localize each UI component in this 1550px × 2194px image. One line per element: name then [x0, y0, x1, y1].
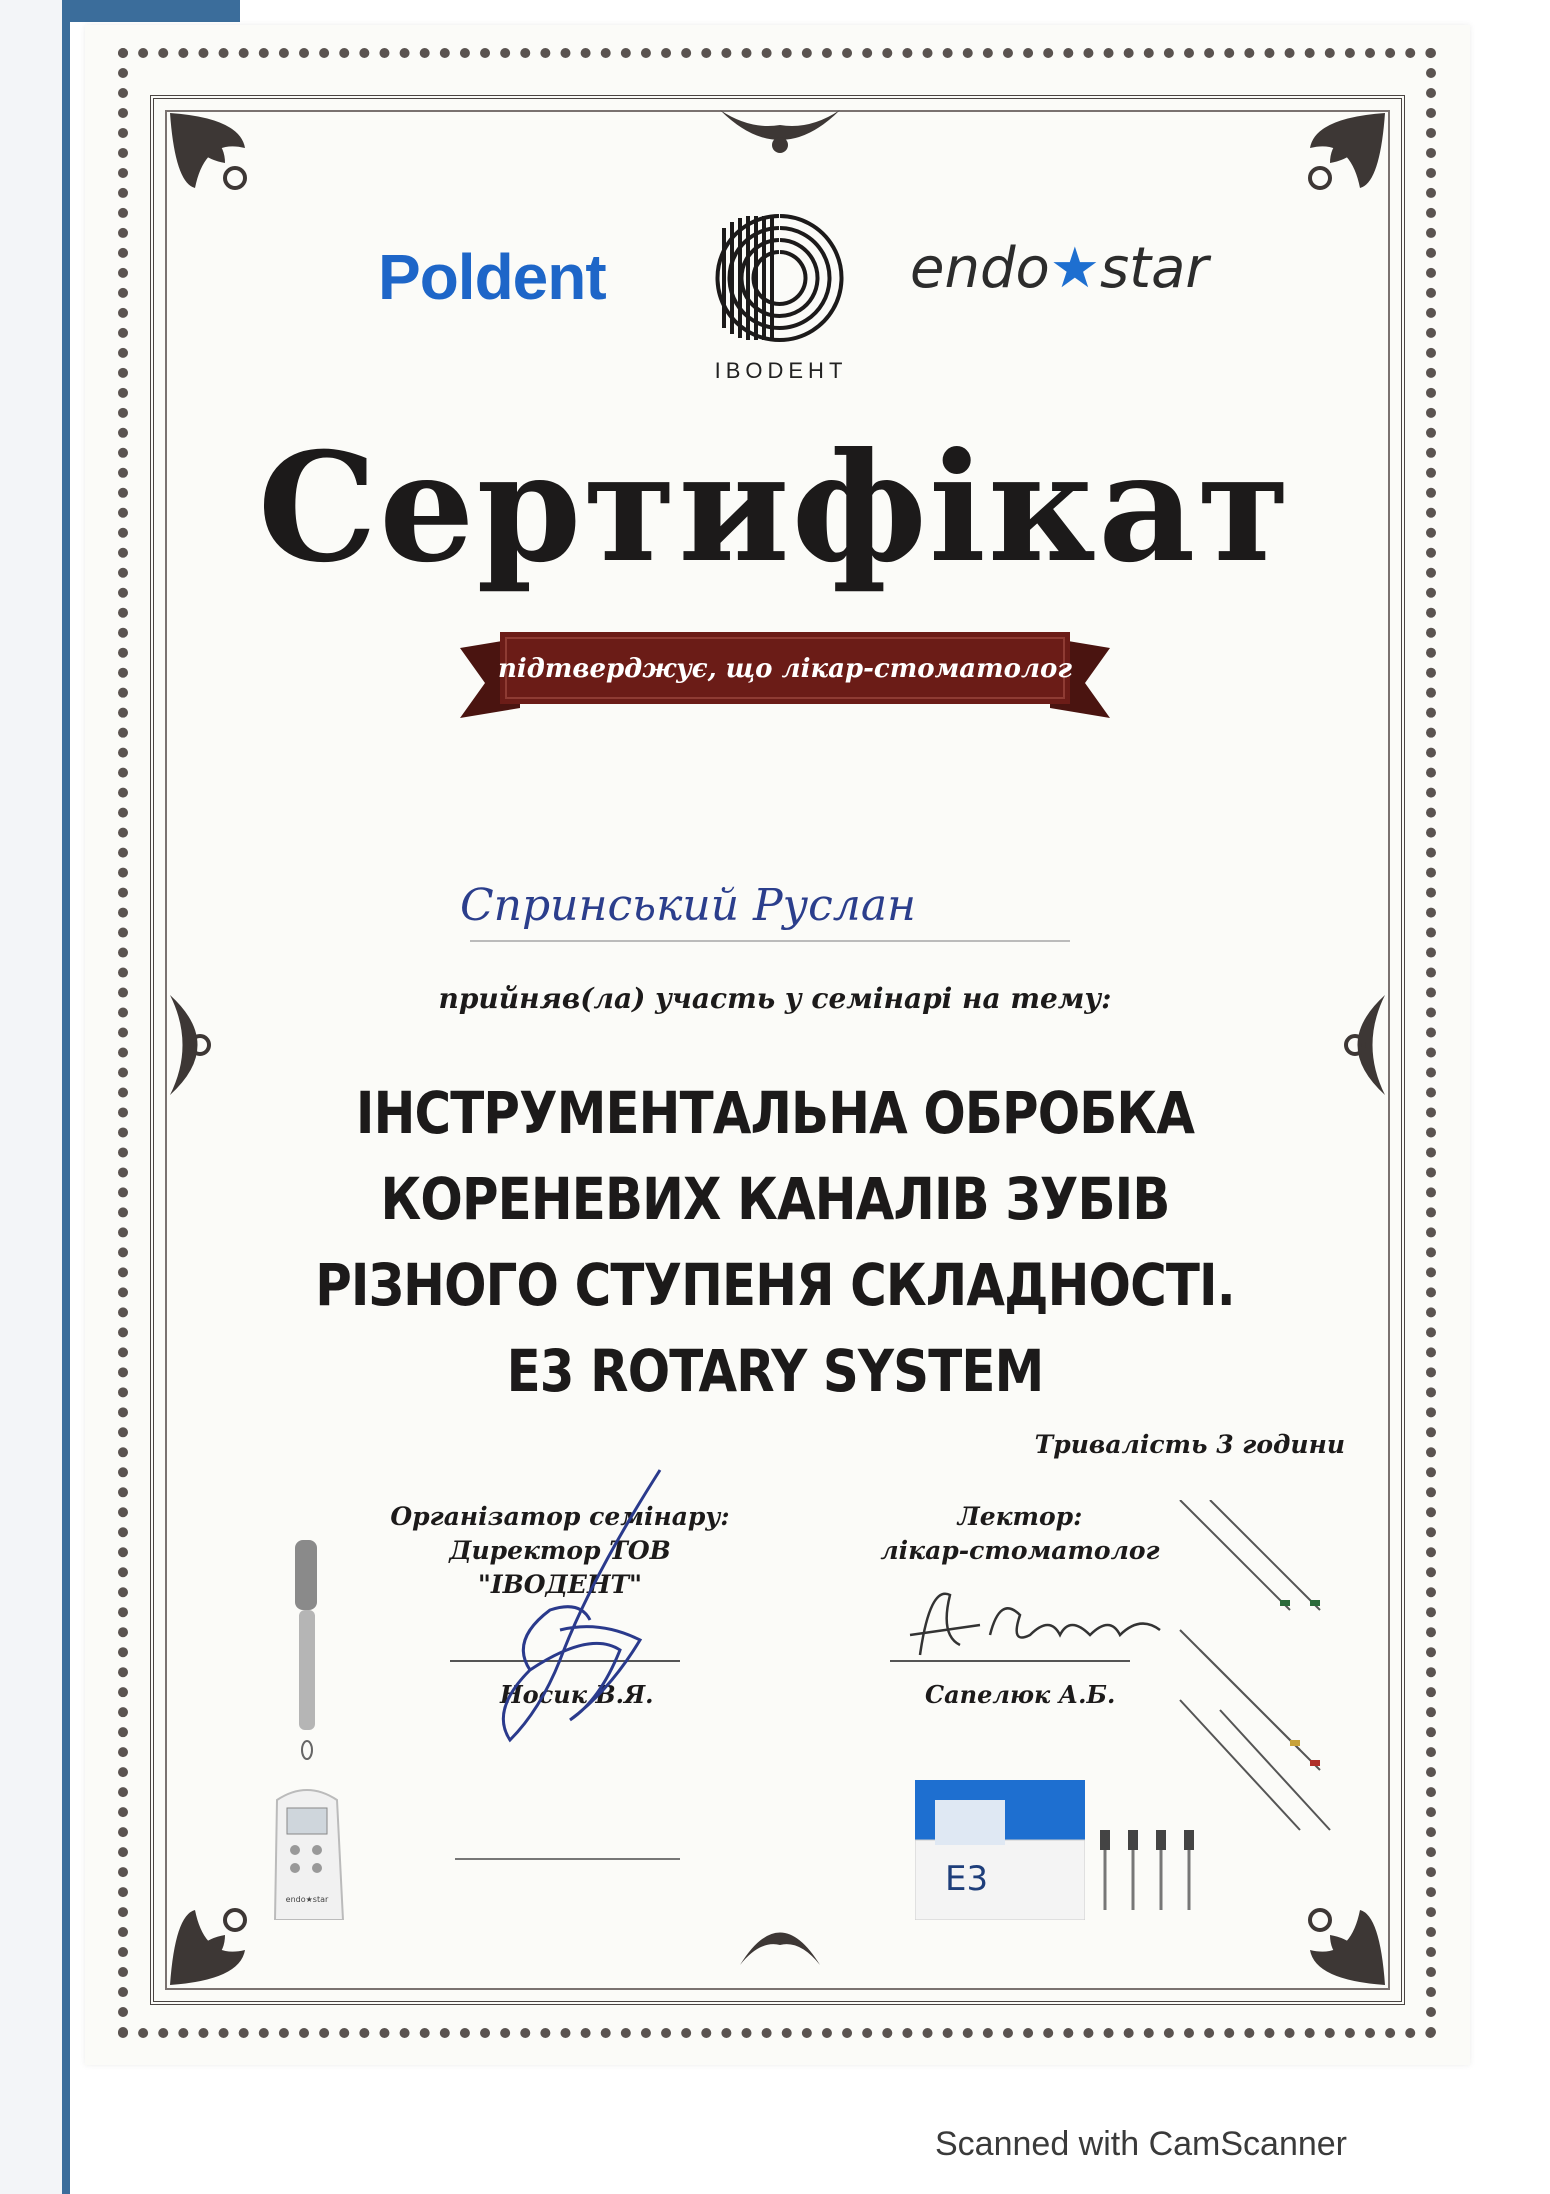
seminar-topic — [109, 1070, 1442, 1414]
participation-text: прийняв(ла) участь у семінарі на тему: — [438, 982, 1112, 1015]
duration-text: Тривалість 3 години — [1034, 1430, 1345, 1459]
corner-ornament-bottom-right — [1240, 1840, 1390, 1990]
topic-line: ІНСТРУМЕНТАЛЬНА ОБРОБКА — [355, 1079, 1195, 1147]
topic-line: КОРЕНЕВИХ КАНАЛІВ ЗУБІВ — [380, 1165, 1170, 1233]
sponsor-logos — [0, 200, 1550, 400]
name-underline — [470, 940, 1070, 942]
star-icon: ★ — [1049, 236, 1100, 301]
endostar-logo — [910, 236, 1208, 301]
participant-name: Спринський Руслан — [460, 880, 917, 931]
topic-line: E3 ROTARY SYSTEM — [506, 1337, 1044, 1405]
endostar-logo-right: star — [1099, 236, 1209, 301]
organizer-name: Носик В.Я. — [500, 1680, 654, 1709]
bottom-center-ornament — [735, 1900, 825, 1970]
e3-files-image — [1090, 1830, 1210, 1920]
lecturer-signature — [900, 1575, 1190, 1665]
topic-line: РІЗНОГО СТУПЕНЯ СКЛАДНОСТІ. — [315, 1251, 1235, 1319]
device-brand-label: endo★star — [285, 1895, 329, 1904]
organizer-position: Директор ТОВ "ІВОДЕНТ" — [449, 1536, 671, 1599]
certificate-subtitle: підтверджує, що лікар-стоматолог — [498, 654, 1072, 684]
organizer-signature — [470, 1460, 690, 1760]
endodontic-files-image — [1170, 1500, 1360, 1840]
ibodent-label: IBODEHT — [714, 358, 848, 383]
certificate-title: Сертифікат — [257, 420, 1293, 596]
lecturer-position: лікар-стоматолог — [880, 1536, 1160, 1565]
e3-label: E3 — [945, 1859, 989, 1899]
top-center-ornament — [715, 100, 845, 180]
lecturer-title: Лектор: — [957, 1502, 1083, 1531]
e3-file-box-image — [915, 1780, 1085, 1920]
lecturer-block — [860, 1500, 1180, 1568]
lecturer-name: Сапелюк А.Б. — [925, 1680, 1116, 1709]
scanner-watermark: Scanned with CamScanner — [935, 2125, 1348, 2163]
organizer-title: Організатор семінару: — [390, 1502, 730, 1531]
bottom-signature-line — [455, 1858, 680, 1860]
endomotor-device-image — [265, 1540, 355, 1920]
endostar-logo-left: endo — [910, 236, 1050, 301]
ibodent-logo-icon — [710, 208, 850, 348]
poldent-logo: Poldent — [378, 241, 606, 313]
scanner-top-edge — [70, 0, 240, 22]
